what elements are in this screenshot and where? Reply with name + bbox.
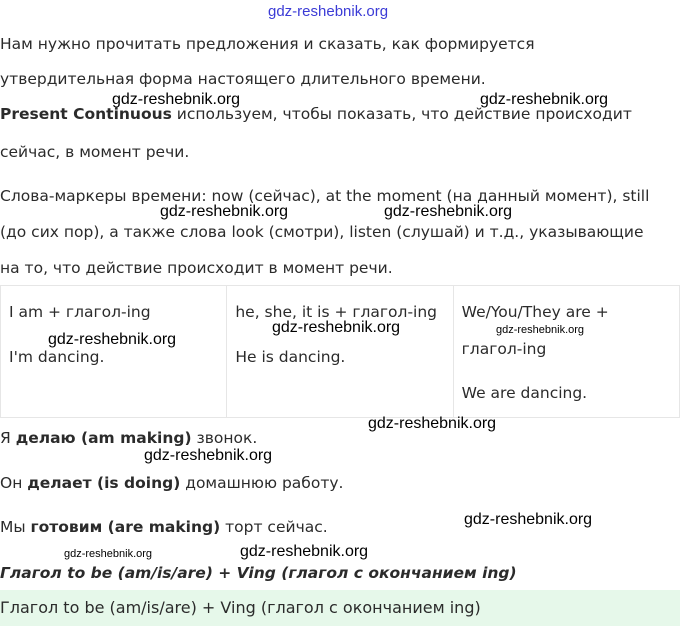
- watermark: gdz-reshebnik.org: [48, 331, 177, 348]
- example-we: We are dancing.: [461, 384, 588, 402]
- example-sentence: [0, 518, 328, 536]
- example-i: I'm dancing.: [9, 348, 105, 366]
- example-verb: делает (is doing): [27, 474, 181, 492]
- example-verb: готовим (are making): [30, 518, 221, 536]
- example-sentence: [0, 474, 343, 492]
- present-continuous-term: Present Continuous: [0, 105, 172, 123]
- example-verb: делаю (am making): [15, 429, 192, 447]
- example-prefix: Он: [0, 474, 28, 492]
- table-cell-i: [1, 286, 227, 418]
- watermark: gdz-reshebnik.org: [368, 415, 497, 432]
- example-prefix: Мы: [0, 518, 31, 536]
- rule-i: I am + глагол-ing: [9, 303, 151, 321]
- markers-line-3: на то, что действие происходит в момент речи.: [0, 259, 393, 277]
- table-cell-we-you-they: [453, 286, 679, 418]
- watermark: gdz-reshebnik.org: [144, 447, 273, 464]
- intro-line-1: Нам нужно прочитать предложения и сказать, как формируется: [0, 35, 535, 53]
- markers-line-2: (до сих пор), а также слова look (смотри), listen (слушай) и т.д., указывающие: [0, 223, 644, 241]
- rule-we-you-they-2: глагол-ing: [461, 340, 547, 358]
- watermark: gdz-reshebnik.org: [112, 91, 241, 108]
- watermark: gdz-reshebnik.org: [464, 511, 593, 528]
- rules-table: [0, 285, 680, 418]
- watermark: gdz-reshebnik.org: [272, 319, 401, 336]
- rule-he-she-it: he, she, it is + глагол-ing: [235, 303, 438, 321]
- example-suffix: домашнюю работу.: [180, 474, 344, 492]
- definition-rest: используем, чтобы показать, что действие происходит: [171, 105, 632, 123]
- table-cell-he-she-it: [227, 286, 453, 418]
- watermark: gdz-reshebnik.org: [240, 543, 369, 560]
- example-he: He is dancing.: [235, 348, 346, 366]
- watermark: gdz-reshebnik.org: [160, 203, 289, 220]
- formula-italic: Глагол to be (am/is/are) + Ving (глагол с окончанием ing): [0, 564, 517, 582]
- watermark: gdz-reshebnik.org: [480, 91, 609, 108]
- definition-line-2: сейчас, в момент речи.: [0, 143, 190, 161]
- example-sentence: [0, 429, 257, 447]
- example-suffix: звонок.: [191, 429, 258, 447]
- watermark: gdz-reshebnik.org: [496, 324, 585, 336]
- rule-we-you-they-1: We/You/They are +: [461, 303, 609, 321]
- intro-line-2: утвердительная форма настоящего длительного времени.: [0, 70, 486, 88]
- watermark: gdz-reshebnik.org: [64, 548, 153, 560]
- markers-line-1: Слова-маркеры времени: now (сейчас), at the moment (на данный момент), still: [0, 187, 650, 205]
- example-prefix: Я: [0, 429, 16, 447]
- watermark-top: gdz-reshebnik.org: [268, 3, 389, 20]
- watermark: gdz-reshebnik.org: [384, 203, 513, 220]
- example-suffix: торт сейчас.: [220, 518, 328, 536]
- formula-highlight-text: Глагол to be (am/is/are) + Ving (глагол с окончанием ing): [0, 598, 481, 617]
